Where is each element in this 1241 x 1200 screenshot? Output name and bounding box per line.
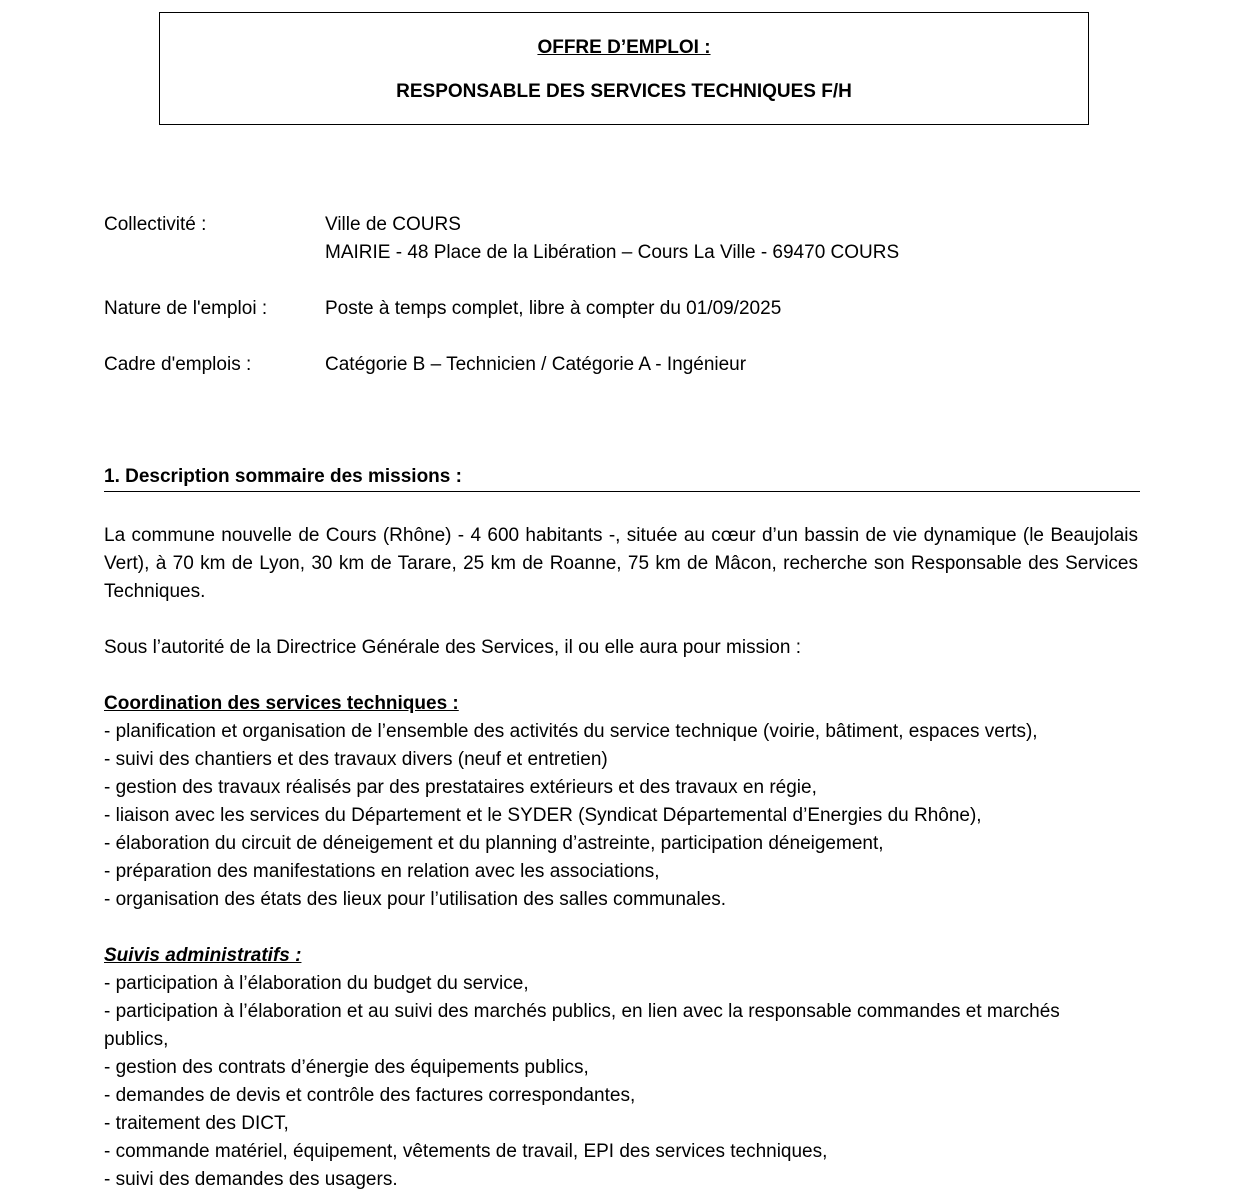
list-item: - participation à l’élaboration et au suivi des marchés publics, en lien avec la responsable commandes et marchés publics, [104,1001,1060,1050]
job-title: RESPONSABLE DES SERVICES TECHNIQUES F/H [396,81,852,102]
list-item: - demandes de devis et contrôle des factures correspondantes, [104,1085,636,1106]
list-item: - gestion des contrats d’énergie des équipements publics, [104,1057,589,1078]
list-item: - suivi des demandes des usagers. [104,1169,398,1190]
collectivite-value-name: Ville de COURS [325,214,461,235]
list-item: - suivi des chantiers et des travaux divers (neuf et entretien) [104,749,608,770]
list-item: - organisation des états des lieux pour l’utilisation des salles communales. [104,889,727,910]
cadre-value: Catégorie B – Technicien / Catégorie A - Ingénieur [325,354,747,375]
list-item: - élaboration du circuit de déneigement et du planning d’astreinte, participation déneigement, [104,833,884,854]
list-item: - commande matériel, équipement, vêtements de travail, EPI des services techniques, [104,1141,828,1162]
administratif-list [104,970,1104,1194]
coordination-list [104,718,1144,914]
collectivite-label: Collectivité : [104,214,207,235]
title-box [159,12,1089,125]
cadre-label: Cadre d'emplois : [104,354,252,375]
list-item: - planification et organisation de l’ensemble des activités du service technique (voirie, bâtiment, espaces verts), [104,721,1038,742]
section-heading: 1. Description sommaire des missions : [104,463,1140,492]
list-item: - traitement des DICT, [104,1113,289,1134]
nature-label: Nature de l'emploi : [104,298,268,319]
authority-paragraph: Sous l’autorité de la Directrice Générale des Services, il ou elle aura pour mission : [104,637,801,658]
document-title: OFFRE D’EMPLOI : [537,37,711,58]
nature-value: Poste à temps complet, libre à compter du 01/09/2025 [325,298,782,319]
list-item: - préparation des manifestations en relation avec les associations, [104,861,660,882]
administratif-heading: Suivis administratifs : [104,945,302,966]
list-item: - gestion des travaux réalisés par des prestataires extérieurs et des travaux en régie, [104,777,817,798]
intro-paragraph: La commune nouvelle de Cours (Rhône) - 4 600 habitants -, située au cœur d’un bassin de vie dynamique (le Beaujolais Vert), à 70 km de Lyon, 30 km de Tarare, 25 km de Roanne, 75 km de Mâcon, recherche son Responsable des Services Techniques. [104,525,1138,602]
collectivite-value-address: MAIRIE - 48 Place de la Libération – Cours La Ville - 69470 COURS [325,242,900,263]
list-item: - participation à l’élaboration du budget du service, [104,973,529,994]
coordination-heading: Coordination des services techniques : [104,693,459,714]
list-item: - liaison avec les services du Département et le SYDER (Syndicat Départemental d’Energies du Rhône), [104,805,982,826]
